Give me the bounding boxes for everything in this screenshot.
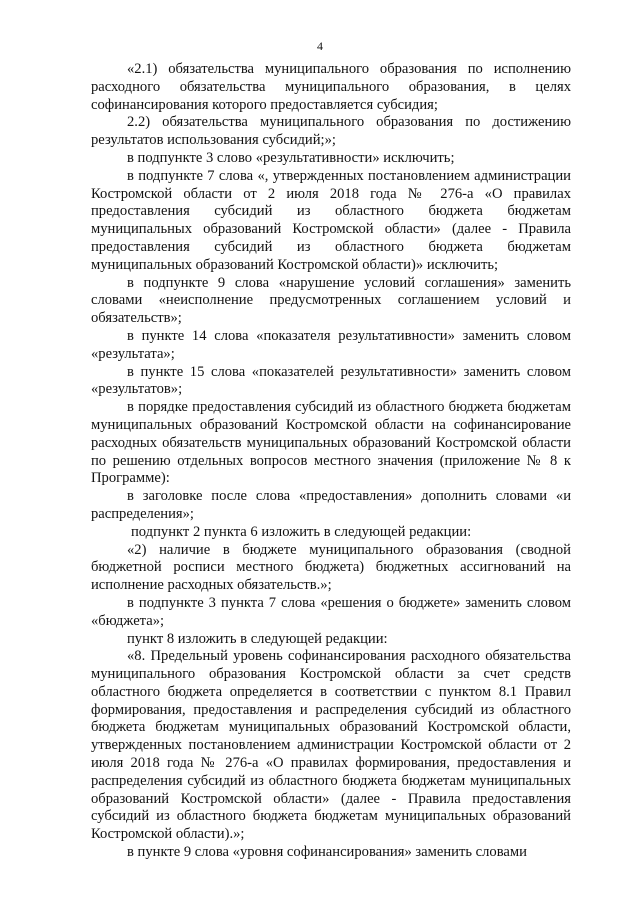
document-body — [91, 61, 571, 862]
paragraph-subpoint-7: в подпункте 7 слова «, утвержденных постановлением администрации Костромской области от 2 июля 2018 года № 276-а «О правилах предоставления субсидий из областного бюджета бюджетам муниципальных образований Костромской области» (далее - Правила предоставления субсидий из областного бюджета бюджетам муниципальных образований Костромской области)» исключить; — [91, 167, 571, 273]
paragraph-procedure: в порядке предоставления субсидий из областного бюджета бюджетам муниципальных образований Костромской области на софинансирование расходных обязательств муниципальных образований Костромской области по решению отдельных вопросов местного значения (приложение № 8 к Программе): — [91, 399, 571, 487]
page-number: 4 — [317, 39, 323, 53]
paragraph-heading-change: в заголовке после слова «предоставления» дополнить словами «и распределения»; — [91, 488, 571, 522]
paragraph-2-1: «2.1) обязательства муниципального образования по исполнению расходного обязательства муниципального образования, в целях софинансирования которого предоставляется субсидия; — [91, 61, 571, 113]
paragraph-quote-8: «8. Предельный уровень софинансирования расходного обязательства муниципального образования Костромской области за счет средств областного бюджета определяется в соответствии с пунктом 8.1 Правил формирования, предоставления и распределения субсидий из областного бюджета бюджетам муниципальных образований Костромской области, утвержденных постановлением администрации Костромской области от 2 июля 2018 года № 276-а «О правилах формирования, предоставления и распределения субсидий из областного бюджета бюджетам муниципальных образований Костромской области» (далее - Правила предоставления субсидий из областного бюджета бюджетам муниципальных образований Костромской области).»; — [91, 648, 571, 843]
paragraph-subpoint-3-point-7: в подпункте 3 пункта 7 слова «решения о бюджете» заменить словом «бюджета»; — [91, 594, 571, 629]
paragraph-subpoint-3: в подпункте 3 слово «результативности» исключить; — [127, 149, 455, 166]
paragraph-2-2: 2.2) обязательства муниципального образования по достижению результатов использования субсидий;»; — [91, 114, 571, 149]
paragraph-point-8: пункт 8 изложить в следующей редакции: — [127, 630, 388, 647]
paragraph-subpoint-2-point-6: подпункт 2 пункта 6 изложить в следующей редакции: — [131, 523, 472, 540]
paragraph-quote-2: «2) наличие в бюджете муниципального образования (сводной бюджетной росписи местного бюджета) бюджетных ассигнований на исполнение расходных обязательств.»; — [91, 541, 571, 594]
paragraph-subpoint-9: в подпункте 9 слова «нарушение условий соглашения» заменить словами «неисполнение предусмотренных соглашением условий и обязательств»; — [91, 274, 571, 327]
paragraph-point-14: в пункте 14 слова «показателя результативности» заменить словом «результата»; — [91, 327, 571, 362]
paragraph-point-9: в пункте 9 слова «уровня софинансирования» заменить словами — [127, 844, 527, 861]
paragraph-point-15: в пункте 15 слова «показателей результативности» заменить словом «результатов»; — [91, 363, 571, 398]
